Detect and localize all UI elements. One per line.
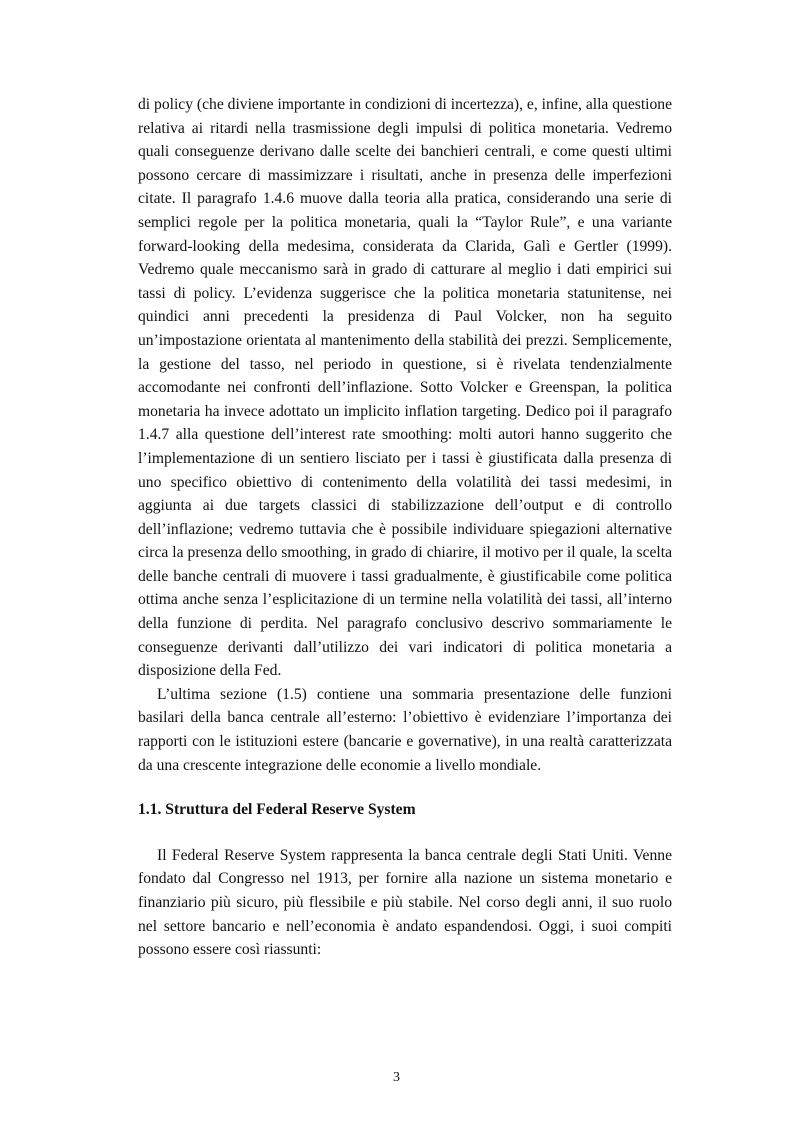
body-paragraph-3: Il Federal Reserve System rappresenta la banca centrale degli Stati Uniti. Venne fondato dal Congresso nel 1913, per fornire alla nazione un sistema monetario e finanziario più sicuro, più flessibile e più stabile. Nel corso degli anni, il suo ruolo nel settore bancario e nell’economia è andato espandendosi. Oggi, i suoi compiti possono essere così riassunti: (138, 846, 672, 959)
body-paragraph-2: L’ultima sezione (1.5) contiene una sommaria presentazione delle funzioni basilari della banca centrale all’esterno: l’obiettivo è evidenziare l’importanza dei rapporti con le istituzioni estere (bancarie e governative), in una realtà caratterizzata da una crescente integrazione delle economie a livello mondiale. (138, 685, 672, 774)
page-content (138, 93, 672, 962)
section-heading: 1.1. Struttura del Federal Reserve System (138, 801, 416, 819)
body-paragraph-1: di policy (che diviene importante in condizioni di incertezza), e, infine, alla questione relativa ai ritardi nella trasmissione degli impulsi di politica monetaria. Vedremo quali conseguenze derivano dalle scelte dei banchieri centrali, e come questi ultimi possono cercare di massimizzare i risultati, anche in presenza delle imperfezioni citate. Il paragrafo 1.4.6 muove dalla teoria alla pratica, considerando una serie di semplici regole per la politica monetaria, quali la “Taylor Rule”, e una variante forward-looking della medesima, considerata da Clarida, Galì e Gertler (1999). Vedremo quale meccanismo sarà in grado di catturare al meglio i dati empirici sui tassi di policy. L’evidenza suggerisce che la politica monetaria statunitense, nei quindici anni precedenti la presidenza di Paul Volcker, non ha seguito un’impostazione orientata al mantenimento della stabilità dei prezzi. Semplicemente, la gestione del tasso, nel periodo in questione, si è rivelata tendenzialmente accomodante nei confronti dell’inflazione. Sotto Volcker e Greenspan, la politica monetaria ha invece adottato un implicito inflation targeting. Dedico poi il paragrafo 1.4.7 alla questione dell’interest rate smoothing: molti autori hanno suggerito che l’implementazione di un sentiero lisciato per i tassi è giustificata dalla presenza di uno specifico obiettivo di contenimento della volatilità dei tassi medesimi, in aggiunta ai due targets classici di stabilizzazione dell’output e di controllo dell’inflazione; vedremo tuttavia che è possibile individuare spiegazioni alternative circa la presenza dello smoothing, in grado di chiarire, il motivo per il quale, la scelta delle banche centrali di muovere i tassi gradualmente, è giustificabile come politica ottima anche senza l’esplicitazione di un termine nella volatilità dei tassi, all’interno della funzione di perdita. Nel paragrafo conclusivo descrivo sommariamente le conseguenze derivanti dall’utilizzo dei vari indicatori di politica monetaria a disposizione della Fed. (138, 96, 672, 680)
page-number: 3 (393, 1070, 400, 1085)
